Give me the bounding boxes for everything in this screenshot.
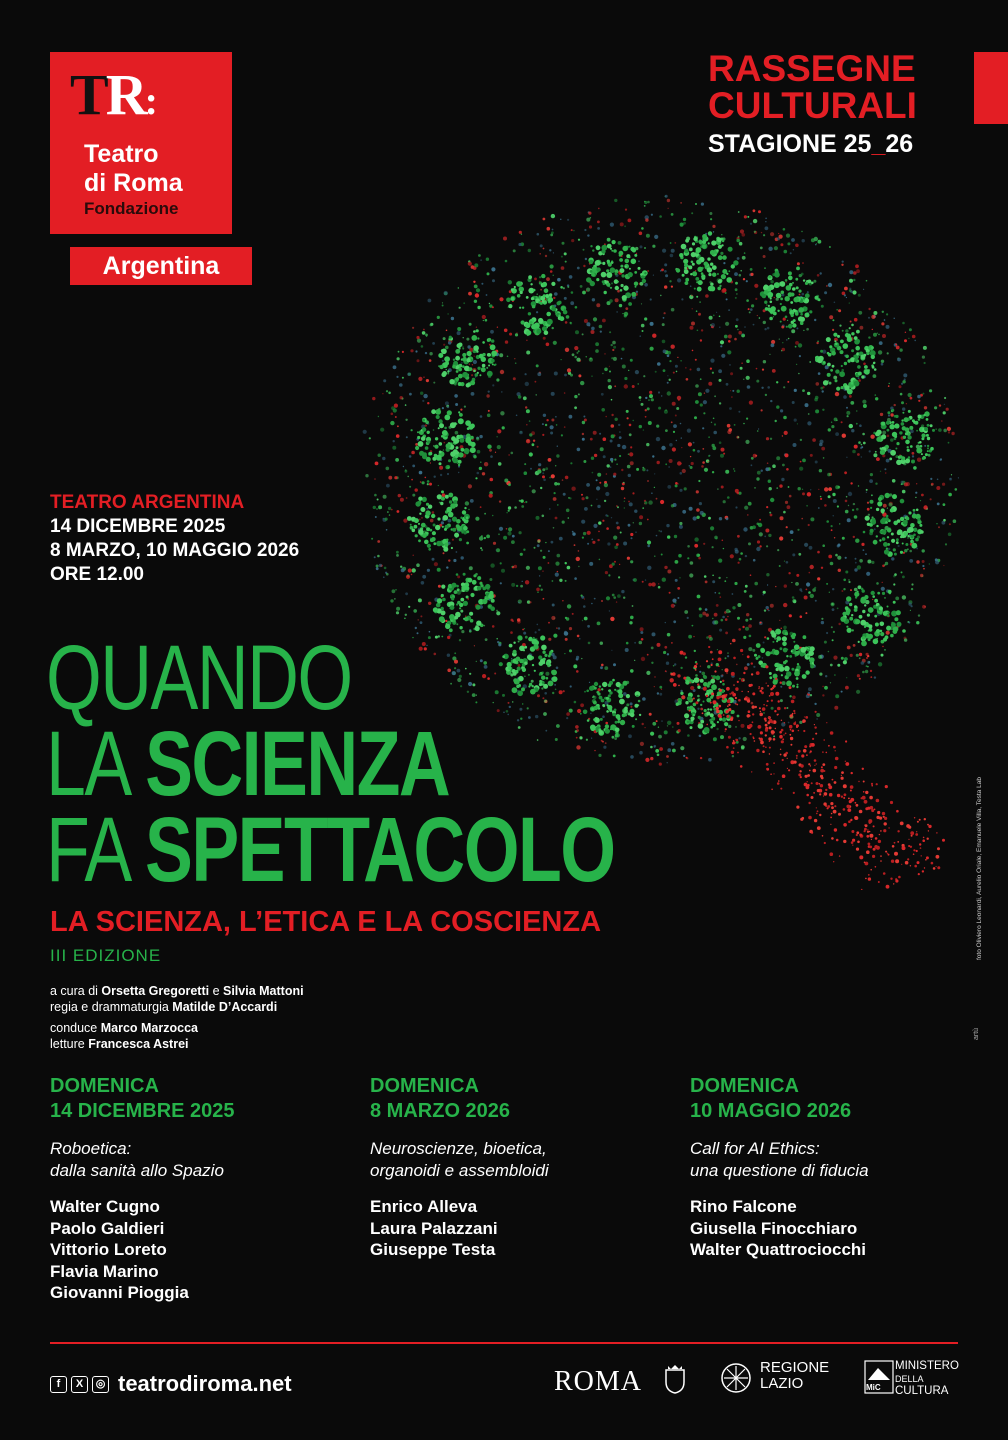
title-line-1: QUANDO (46, 627, 352, 729)
instagram-icon[interactable]: ◎ (92, 1376, 109, 1393)
x-icon[interactable]: X (71, 1376, 88, 1393)
footer-divider (50, 1342, 958, 1344)
header-line-1: RASSEGNE (708, 48, 916, 89)
printer-mark: artù (973, 1027, 980, 1040)
regione-line-1: REGIONE (760, 1359, 830, 1376)
speaker-name: Vittorio Loreto (50, 1240, 167, 1259)
regione-lazio-icon (720, 1362, 752, 1394)
title-line-3-bold: SPETTACOLO (145, 799, 615, 901)
venue-badge: Argentina (102, 252, 220, 280)
info-time: ORE 12.00 (50, 564, 144, 585)
info-date-1: 14 DICEMBRE 2025 (50, 516, 226, 537)
logo-line-1: Teatro (84, 140, 159, 168)
event-date: 10 MAGGIO 2026 (690, 1100, 852, 1122)
event-topic: Neuroscienze, bioetica, (370, 1139, 547, 1158)
event-topic: dalla sanità allo Spazio (50, 1161, 224, 1180)
tr-logo-mark: TR: (70, 62, 155, 127)
ministero-line-1: MINISTERO (895, 1360, 959, 1372)
info-date-2: 8 MARZO, 10 MAGGIO 2026 (50, 540, 300, 561)
speaker-name: Rino Falcone (690, 1197, 797, 1216)
regione-lazio-text (760, 1360, 829, 1392)
credits-curated: a cura di Orsetta Gregoretti e Silvia Mattoni (50, 984, 304, 998)
event-topic: organoidi e assembloidi (370, 1161, 549, 1180)
season-end: 26 (885, 130, 914, 158)
season-sep: _ (871, 130, 886, 158)
event-topic: Call for AI Ethics: (690, 1139, 820, 1158)
title-line-2-light: LA (46, 713, 146, 815)
speaker-name: Enrico Alleva (370, 1197, 478, 1216)
social-links (50, 1376, 109, 1393)
event-topic: una questione di fiducia (690, 1161, 869, 1180)
speaker-name: Paolo Galdieri (50, 1218, 165, 1238)
roma-crest-icon (664, 1364, 686, 1394)
speaker-name: Giuseppe Testa (370, 1240, 496, 1259)
event-date: 8 MARZO 2026 (370, 1100, 511, 1122)
credits-host: conduce Marco Marzocca (50, 1021, 198, 1035)
ministero-line-2: DELLA (895, 1373, 924, 1384)
ministero-text (895, 1360, 959, 1398)
speaker-name: Flavia Marino (50, 1261, 159, 1281)
mic-label: MiC (866, 1383, 881, 1392)
header-red-bar (974, 52, 1008, 124)
speaker-name: Laura Palazzani (370, 1218, 498, 1238)
event-column (370, 1074, 670, 1261)
season-label (708, 130, 913, 159)
title-line-3-light: FA (46, 799, 146, 901)
logo-mark-r: R (105, 62, 145, 127)
edition: III EDIZIONE (50, 946, 162, 965)
regione-line-2: LAZIO (760, 1375, 804, 1392)
speaker-name: Giovanni Pioggia (50, 1283, 189, 1302)
speaker-name: Giusella Finocchiaro (690, 1218, 858, 1238)
roma-logo-text: ROMA (554, 1366, 643, 1397)
facebook-icon[interactable]: f (50, 1376, 67, 1393)
venue-name: TEATRO ARGENTINA (50, 492, 245, 513)
subtitle: LA SCIENZA, L’ETICA E LA COSCIENZA (50, 906, 602, 938)
logo-mark-t: T (70, 62, 106, 127)
event-column (50, 1074, 350, 1304)
title-line-2-bold: SCIENZA (145, 713, 450, 815)
logo-line-2: di Roma (84, 169, 183, 197)
header-line-2: CULTURALI (708, 85, 917, 126)
credits-readings: letture Francesca Astrei (50, 1037, 189, 1051)
speaker-name: Walter Quattrociocchi (690, 1240, 867, 1259)
website-link[interactable]: teatrodiroma.net (118, 1371, 292, 1396)
event-day: DOMENICA (370, 1075, 479, 1097)
event-column (690, 1074, 990, 1261)
logo-line-3: Fondazione (84, 199, 179, 218)
speaker-name: Walter Cugno (50, 1197, 160, 1216)
event-day: DOMENICA (690, 1075, 799, 1097)
photo-credit: foto Oliviero Leonardi, Aurelio Oriale, Emanuele Villa, Testa Lab (976, 777, 983, 960)
event-date: 14 DICEMBRE 2025 (50, 1100, 235, 1122)
title-line-3 (46, 799, 615, 901)
season-text: STAGIONE 25 (708, 130, 872, 158)
title-line-2 (46, 713, 450, 815)
event-day: DOMENICA (50, 1075, 159, 1097)
event-topic: Roboetica: (50, 1139, 132, 1158)
ministero-line-3: CULTURA (895, 1385, 949, 1397)
credits-direction: regia e drammaturgia Matilde D’Accardi (50, 1000, 278, 1014)
